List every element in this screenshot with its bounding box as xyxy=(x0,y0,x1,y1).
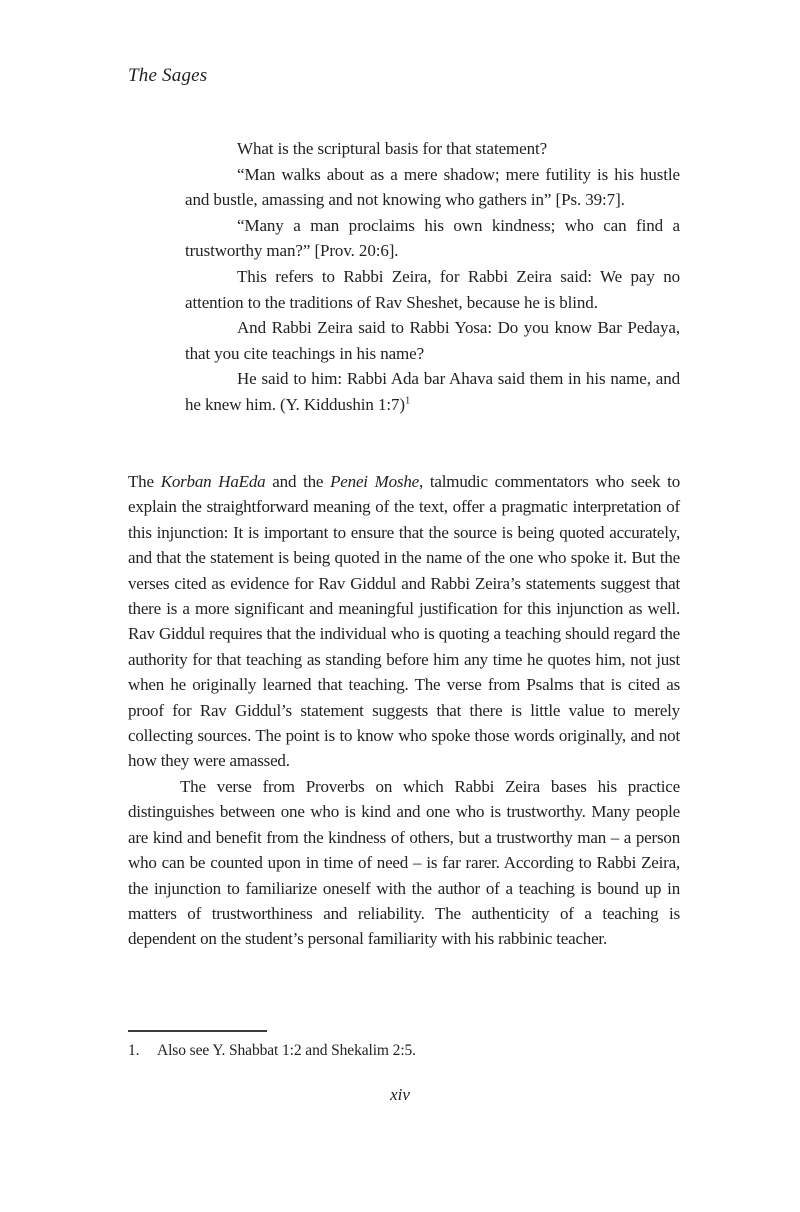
body-text-block xyxy=(128,469,680,952)
paragraph xyxy=(185,366,680,417)
italic-text: Korban HaEda xyxy=(160,472,266,491)
text-run: This refers to Rabbi Zeira, for Rabbi Zeira said: We pay no attention to the traditions of Rav Sheshet, because he is blind. xyxy=(185,266,680,312)
text-run: “Many a man proclaims his own kindness; who can find a trustworthy man?” [Prov. 20:6]. xyxy=(185,215,680,261)
italic-text: Penei Moshe xyxy=(330,472,419,491)
paragraph xyxy=(185,213,680,264)
footnote-number: 1. xyxy=(128,1042,140,1059)
footnote xyxy=(128,1041,680,1061)
talmud-quote-block xyxy=(185,136,680,418)
paragraph xyxy=(185,315,680,366)
text-run: And Rabbi Zeira said to Rabbi Yosa: Do you know Bar Pedaya, that you cite teachings in his name? xyxy=(185,318,680,363)
text-run: “Man walks about as a mere shadow; mere futility is his hustle and bustle, amassing and not knowing who gathers in” [Ps. 39:7]. xyxy=(185,164,680,210)
paragraph xyxy=(185,162,680,213)
paragraph xyxy=(128,774,680,952)
text-run: The verse from Proverbs on which Rabbi Zeira bases his practice distinguishes between one who is kind and one who is trustworthy. Many people are kind and benefit from the kindness of others, but a trustworthy man – a person who can be counted upon in time of need – is far rarer. According to Rabbi Zeira, the injunction to familiarize oneself with the author of a teaching is bound up in matters of trustworthiness and reliability. The authenticity of a teaching is dependent on the student’s personal familiarity with his rabbinic teacher. xyxy=(128,776,680,949)
paragraph xyxy=(185,264,680,315)
footnote-reference-superscript: 1 xyxy=(404,395,411,407)
running-head: The Sages xyxy=(128,65,208,86)
footnote-text: Also see Y. Shabbat 1:2 and Shekalim 2:5. xyxy=(157,1042,416,1059)
text-run: What is the scriptural basis for that statement? xyxy=(237,139,548,158)
paragraph xyxy=(185,136,680,162)
footnote-separator-rule xyxy=(128,1030,267,1032)
text-run: The xyxy=(128,472,161,491)
page-number: xiv xyxy=(390,1085,410,1104)
text-run: He said to him: Rabbi Ada bar Ahava said them in his name, and he knew him. (Y. Kiddushin 1:7) xyxy=(185,369,680,414)
text-run: , talmudic commentators who seek to explain the straightforward meaning of the text, offer a pragmatic interpretation of this injunction: It is important to ensure that the source is being quoted accurately, and that the statement is being quoted in the name of the one who spoke it. But the verses cited as evidence for Rav Giddul and Rabbi Zeira’s statements suggest that there is a more significant and meaningful justification for this injunction as well. Rav Giddul requires that the individual who is quoting a teaching should regard the authority for that teaching as standing before him any time he quotes him, not just when he originally learned that teaching. The verse from Psalms that is cited as proof for Rav Giddul’s statement suggests that there is little value to merely collecting sources. The point is to know who spoke those words originally, and not how they were amassed. xyxy=(128,472,680,771)
paragraph xyxy=(128,469,680,774)
text-run: and the xyxy=(265,472,331,491)
footnote-area xyxy=(128,1022,680,1061)
